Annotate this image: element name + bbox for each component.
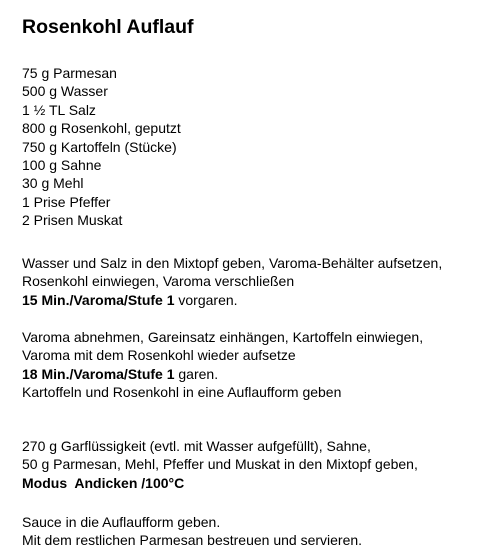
instruction-line: 270 g Garflüssigkeit (evtl. mit Wasser aufgefüllt), Sahne, [22, 438, 371, 454]
ingredient-item: 75 g Parmesan [22, 65, 117, 81]
instruction-line: Varoma abnehmen, Gareinsatz einhängen, Kartoffeln einwiegen, [22, 329, 424, 345]
instruction-line: 50 g Parmesan, Mehl, Pfeffer und Muskat in den Mixtopf geben, [22, 456, 418, 473]
instruction-line: Wasser und Salz in den Mixtopf geben, Varoma-Behälter aufsetzen, [22, 255, 443, 271]
cooking-setting: 18 Min./Varoma/Stufe 1 [22, 365, 175, 382]
ingredient-item: 100 g Sahne [22, 157, 102, 174]
instruction-line: Rosenkohl einwiegen, Varoma verschließen [22, 273, 295, 290]
cooking-setting: 15 Min./Varoma/Stufe 1 [22, 291, 175, 308]
instruction-step-1 [22, 254, 442, 309]
instruction-setting-line [22, 291, 442, 309]
instruction-setting-line [22, 474, 418, 492]
ingredient-item: 750 g Kartoffeln (Stücke) [22, 138, 177, 155]
ingredient-item: 1 Prise Pfeffer [22, 193, 111, 210]
ingredient-item: 500 g Wasser [22, 83, 108, 100]
ingredient-item: 800 g Rosenkohl, geputzt [22, 120, 181, 137]
cooking-setting: Modus Andicken /100°C [22, 474, 185, 491]
instruction-line: Mit dem restlichen Parmesan bestreuen und servieren. [22, 532, 363, 549]
instruction-step-2 [22, 328, 423, 402]
instruction-setting-line [22, 365, 423, 383]
ingredient-item: 1 ½ TL Salz [22, 101, 96, 118]
instruction-step-4 [22, 513, 362, 550]
ingredient-item: 30 g Mehl [22, 175, 84, 192]
setting-suffix: garen. [174, 365, 219, 382]
instruction-line: Sauce in die Auflaufform geben. [22, 514, 221, 530]
instruction-step-3 [22, 437, 418, 492]
ingredient-list [22, 64, 181, 230]
instruction-line: Kartoffeln und Rosenkohl in eine Auflaufform geben [22, 384, 342, 401]
instruction-line: Varoma mit dem Rosenkohl wieder aufsetze [22, 347, 296, 364]
setting-suffix: vorgaren. [174, 291, 238, 308]
ingredient-item: 2 Prisen Muskat [22, 212, 123, 229]
recipe-title: Rosenkohl Auflauf [22, 16, 194, 38]
